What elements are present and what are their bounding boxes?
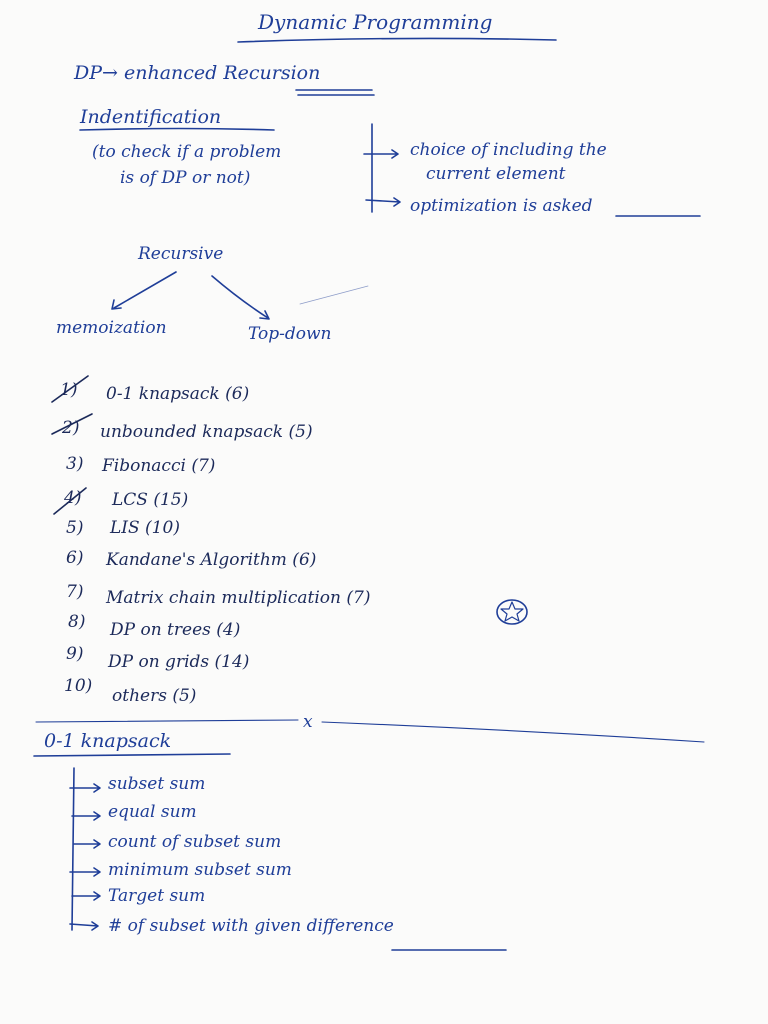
approach-memoization: memoization [56, 318, 167, 338]
knapsack-heading: 0-1 knapsack [44, 730, 172, 752]
knapsack-arrow [72, 812, 100, 820]
topic-number: 1) [60, 380, 78, 400]
topic-label: LCS (15) [112, 490, 189, 510]
topic-number: 2) [62, 418, 80, 438]
identification-heading: Indentification [80, 106, 222, 128]
topic-label: 0-1 knapsack (6) [106, 384, 250, 404]
tree-arrow-left [112, 272, 176, 309]
topic-label: LIS (10) [110, 518, 180, 538]
knapsack-underline [34, 754, 230, 756]
approach-root: Recursive [138, 244, 224, 264]
knapsack-variant: Target sum [108, 886, 206, 906]
knapsack-variant: subset sum [108, 774, 206, 794]
topic-number: 4) [64, 488, 82, 508]
knapsack-arrow [70, 868, 100, 876]
topic-label: DP on trees (4) [110, 620, 241, 640]
knapsack-bracket [72, 768, 74, 930]
criteria-choice-line2: current element [426, 164, 566, 184]
knapsack-variant: equal sum [108, 802, 197, 822]
criteria-optimization: optimization is asked [410, 196, 593, 216]
topic-number: 6) [66, 548, 84, 568]
knapsack-variant: minimum subset sum [108, 860, 292, 880]
topic-label: others (5) [112, 686, 197, 706]
identification-note-line2: is of DP or not) [120, 168, 251, 188]
knapsack-arrow [74, 840, 100, 848]
topic-number: 10) [64, 676, 93, 696]
topic-number: 3) [66, 454, 84, 474]
star-circle [497, 600, 527, 624]
topic-label: unbounded knapsack (5) [100, 422, 313, 442]
knapsack-arrow [70, 784, 100, 792]
topic-number: 9) [66, 644, 84, 664]
topic-label: Kandane's Algorithm (6) [106, 550, 317, 570]
page-title: Dynamic Programming [258, 10, 493, 34]
identification-note-line1: (to check if a problem [92, 142, 282, 162]
dp-definition: DP→ enhanced Recursion [74, 62, 321, 84]
identification-underline [80, 129, 274, 131]
title-underline [238, 38, 556, 42]
knapsack-variant: # of subset with given difference [108, 916, 394, 936]
divider-mark: x [303, 712, 313, 732]
criteria-arrow-1 [364, 150, 398, 158]
topic-label: DP on grids (14) [108, 652, 250, 672]
criteria-choice-line1: choice of including the [410, 140, 607, 160]
tree-faint-line [300, 286, 368, 304]
knapsack-arrow [70, 922, 98, 930]
topic-number: 7) [66, 582, 84, 602]
recursion-underline [296, 90, 374, 95]
topic-label: Fibonacci (7) [102, 456, 216, 476]
knapsack-arrow [72, 892, 100, 900]
approach-top-down: Top-down [248, 324, 332, 344]
star-icon [501, 602, 523, 621]
topic-number: 8) [68, 612, 86, 632]
topic-label: Matrix chain multiplication (7) [106, 588, 371, 608]
criteria-arrow-2 [366, 198, 400, 206]
tree-arrow-right [212, 276, 269, 319]
knapsack-variant: count of subset sum [108, 832, 282, 852]
topic-number: 5) [66, 518, 84, 538]
